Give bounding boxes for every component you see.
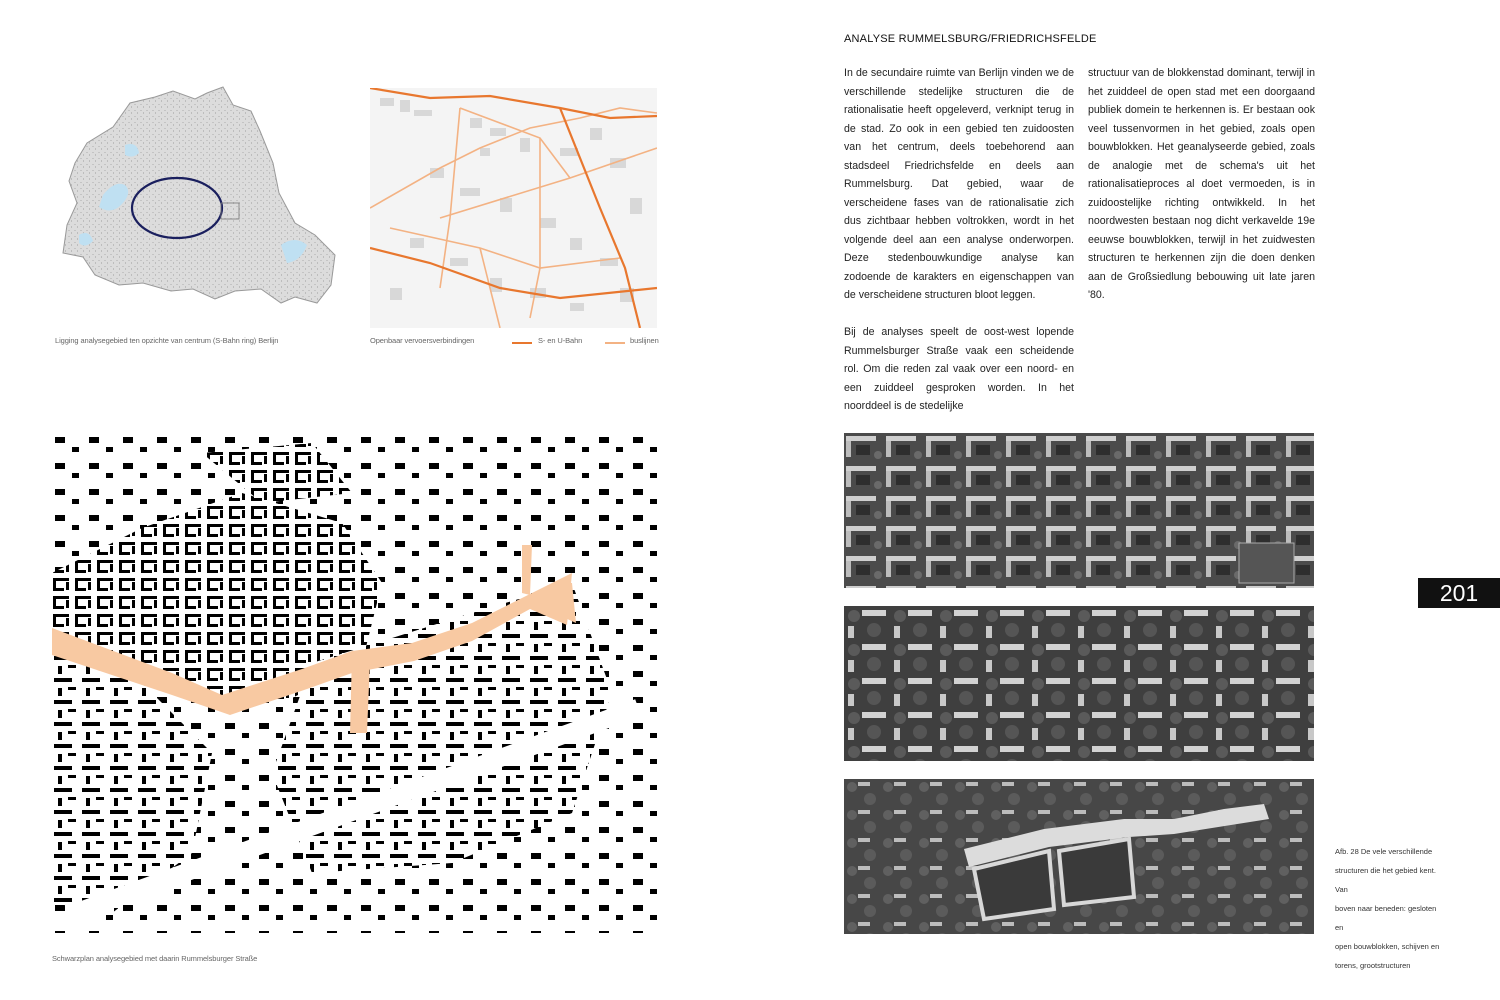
article-column-2: [1088, 64, 1315, 323]
schwarzplan-caption: Schwarzplan analysegebied met daarin Rummelsburger Straße: [52, 954, 258, 963]
column-1-paragraph-1: In de secundaire ruimte van Berlijn vinden we de verschillende stedelijke structuren die de rationalisatie heeft opgeleverd, verknipt terug in de stad. Zo ook in een gebied ten zuidoosten van het centrum, deels toebehorend aan stadsdeel Friedrichsfelde en deels aan Rummelsburg. Dat gebied, waar de verscheidene fases van de rationalisatie zich dus zichtbaar hebben voltrokken, wordt in het volgende deel aan een analyse onderworpen. Deze stedenbouwkundige analyse kan zodoende de karakters en eigenschappen van de verscheidene structuren bloot leggen.: [844, 67, 1074, 301]
article-column-1: [844, 64, 1074, 434]
legend-label-bus: buslijnen: [630, 336, 659, 345]
column-1-paragraph-2: Bij de analyses speelt de oost-west lopende Rummelsburger Straße vaak een scheidende rol. Om die reden zal vaak over een noord- en een zuiddeel gesproken worden. In het noorddeel is de stedelijke: [844, 326, 1074, 412]
transport-map: [370, 88, 657, 328]
aerial-caption: [1335, 842, 1445, 975]
legend-label-rail: S- en U-Bahn: [538, 336, 583, 345]
legend-line-bus: [605, 342, 625, 344]
berlin-location-map: [55, 85, 340, 310]
article-title: ANALYSE RUMMELSBURG/FRIEDRICHSFELDE: [844, 33, 1097, 45]
aerial-caption-line: structuren die het gebied kent. Van: [1335, 866, 1436, 894]
transport-map-caption: Openbaar vervoersverbindingen: [370, 336, 475, 345]
berlin-map-caption: Ligging analysegebied ten opzichte van centrum (S-Bahn ring) Berlijn: [55, 336, 279, 345]
legend-line-rail: [512, 342, 532, 344]
aerial-caption-line: torens, grootstructuren: [1335, 961, 1411, 970]
aerial-photo-closed-blocks: [844, 433, 1314, 588]
aerial-caption-line: Afb. 28 De vele verschillende: [1335, 847, 1433, 856]
aerial-photo-slabs-towers: [844, 606, 1314, 761]
aerial-caption-line: open bouwblokken, schijven en: [1335, 942, 1440, 951]
aerial-caption-line: boven naar beneden: gesloten en: [1335, 904, 1437, 932]
page-number: 201: [1418, 578, 1500, 608]
column-2-paragraph-1: structuur van de blokkenstad dominant, terwijl in het zuiddeel de open stad met een doorgaand publiek domein te herkennen is. Er bestaan ook veel tussenvormen in het gebied, zoals open bouwblokken. Het geanalyseerde gebied, zoals de analogie met de schema's uit het rationalisatieproces al doet vermoeden, is in zuidoostelijke richting ontwikkeld. In het noordwesten bestaan nog dicht verkavelde 19e eeuwse bouwblokken, terwijl in het zuidwesten structuren te herkennen zijn die doen denken aan de Großsiedlung bebouwing uit late jaren '80.: [1088, 67, 1315, 301]
schwarzplan-map: [52, 433, 657, 933]
aerial-photo-large-structures: [844, 779, 1314, 934]
